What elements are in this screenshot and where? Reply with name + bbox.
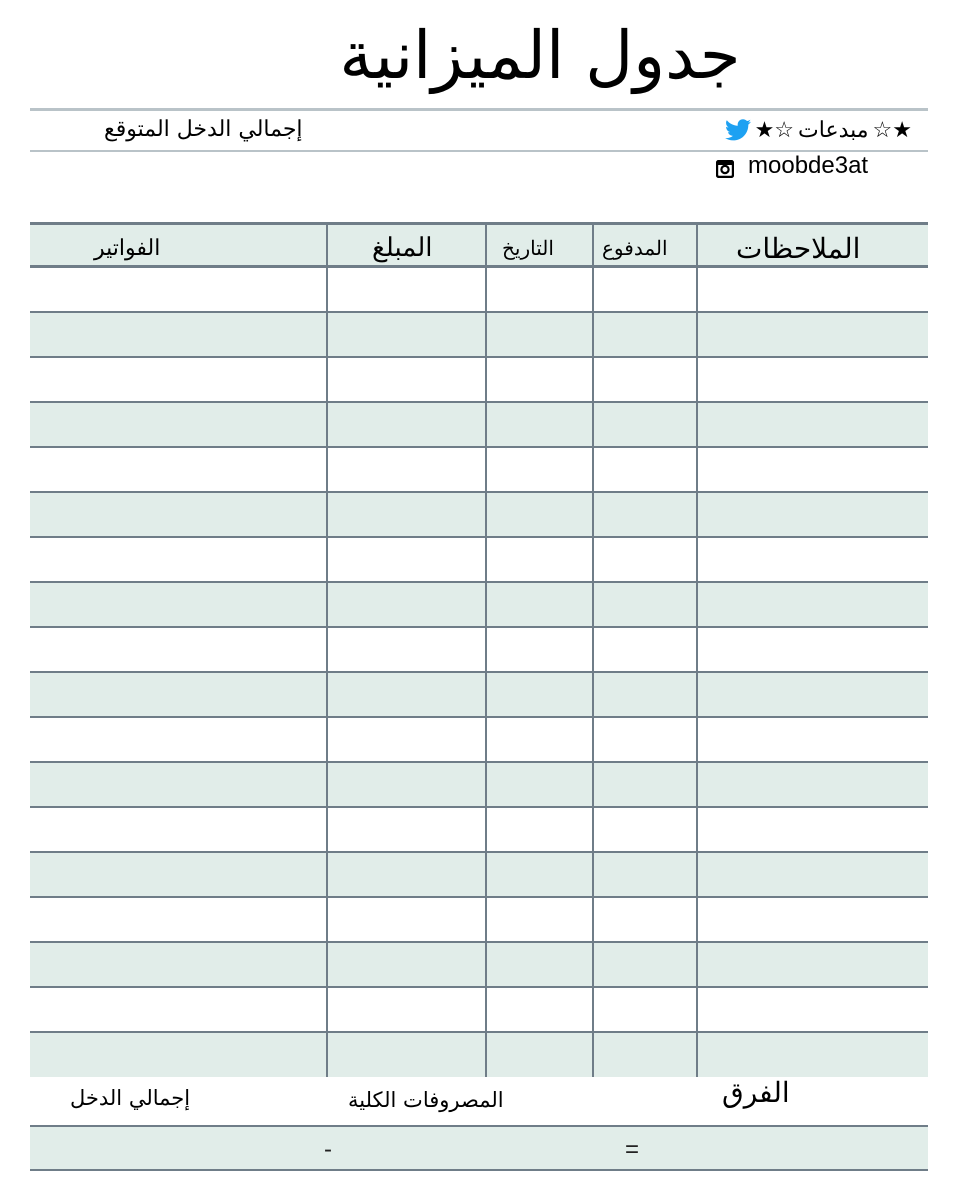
equals-sign: = [625, 1136, 640, 1163]
difference-label: الفرق [722, 1076, 790, 1109]
page-title: جدول الميزانية [339, 17, 741, 94]
column-header-date: التاريخ [502, 236, 554, 260]
column-divider [592, 222, 594, 1077]
table-row[interactable] [30, 808, 928, 853]
table-row[interactable] [30, 718, 928, 763]
table-header-row [30, 222, 928, 268]
column-header-paid: المدفوع [602, 236, 668, 260]
total-income-label: إجمالي الدخل [70, 1086, 191, 1110]
table-row[interactable] [30, 853, 928, 898]
total-expenses-label: المصروفات الكلية [348, 1088, 504, 1112]
table-row[interactable] [30, 448, 928, 493]
twitter-icon [725, 119, 751, 141]
table-row[interactable] [30, 673, 928, 718]
table-row[interactable] [30, 763, 928, 808]
column-header-notes: الملاحظات [736, 231, 861, 265]
minus-sign: - [324, 1136, 332, 1163]
column-header-bills: الفواتير [94, 235, 161, 261]
brand-name: مبدعات [798, 117, 869, 143]
column-header-amount: المبلغ [372, 233, 433, 263]
totals-bar[interactable] [30, 1125, 928, 1171]
table-row[interactable] [30, 538, 928, 583]
table-row[interactable] [30, 313, 928, 358]
instagram-icon [716, 157, 734, 175]
table-row[interactable] [30, 1033, 928, 1077]
expected-income-label: إجمالي الدخل المتوقع [104, 117, 303, 142]
table-row[interactable] [30, 628, 928, 673]
instagram-handle: moobde3at [748, 152, 869, 179]
brand-line [725, 112, 912, 148]
brand-stars-left: ★☆ [872, 117, 912, 143]
brand-stars-right: ☆★ [754, 117, 795, 143]
column-divider [696, 222, 698, 1077]
table-row[interactable] [30, 583, 928, 628]
budget-table [30, 222, 928, 1077]
header-bar-top-line [30, 108, 928, 111]
table-row[interactable] [30, 943, 928, 988]
column-divider [485, 222, 487, 1077]
table-row[interactable] [30, 268, 928, 313]
table-row[interactable] [30, 988, 928, 1033]
table-row[interactable] [30, 358, 928, 403]
instagram-line [716, 150, 868, 182]
table-row[interactable] [30, 493, 928, 538]
table-row[interactable] [30, 403, 928, 448]
column-divider [326, 222, 328, 1077]
table-row[interactable] [30, 898, 928, 943]
